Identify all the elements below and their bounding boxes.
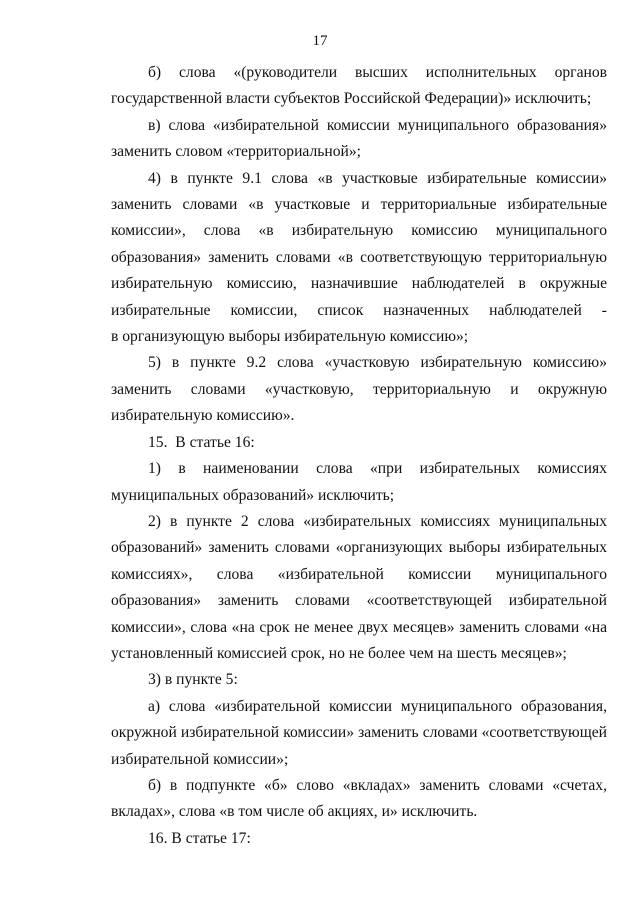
page-number: 17 — [312, 33, 328, 49]
paragraph-b-remove-executives: б) слова «(руководители высших исполнительных органов государственной власти субъектов Российской Федерации)» исключить; — [111, 64, 607, 108]
document-body — [111, 60, 607, 852]
paragraph-3-point-5: 3) в пункте 5: — [148, 671, 238, 689]
paragraph-b-deposits: б) в подпункте «б» слово «вкладах» заменить словами «счетах, вкладах», слова «в том числе об акциях, и» исключить. — [111, 776, 607, 821]
paragraph-2-point-2: 2) в пункте 2 слова «избирательных комиссиях муниципальных образований» заменить словами «организующих выборы избирательных комиссиях», слова «избирательной комиссии муниципального образования» заменить словами «соответствующей избирательной комиссии», слова «на срок не менее двух месяцев» заменить словами «на установленный комиссией срок, но не более чем на шесть месяцев»; — [111, 512, 607, 662]
paragraph-16-article-17: 16. В статье 17: — [148, 829, 251, 847]
paragraph-4-point-9-1: 4) в пункте 9.1 слова «в участковые избирательные комиссии» заменить словами «в участковые и территориальные избирательные комиссии», слова «в избирательную комиссию муниципального образования» заменить словами «в соответствующую территориальную избирательную комиссию, назначившие наблюдателей в окружные избирательные комиссии, список назначенных наблюдателей - в организующую выборы избирательную комиссию»; — [111, 169, 607, 346]
paragraph-v-replace-territorial: в) слова «избирательной комиссии муниципального образования» заменить словом «территориальной»; — [111, 116, 607, 161]
paragraph-1-title: 1) в наименовании слова «при избирательных комиссиях муниципальных образований» исключить; — [111, 460, 607, 504]
paragraph-15-article-16: 15. В статье 16: — [148, 433, 255, 451]
paragraph-a-replace-commission: а) слова «избирательной комиссии муниципального образования, окружной избирательной комиссии» заменить словами «соответствующей избирательной комиссии»; — [111, 697, 607, 768]
paragraph-5-point-9-2: 5) в пункте 9.2 слова «участковую избирательную комиссию» заменить словами «участковую, территориальную и окружную избирательную комиссию». — [111, 354, 607, 425]
